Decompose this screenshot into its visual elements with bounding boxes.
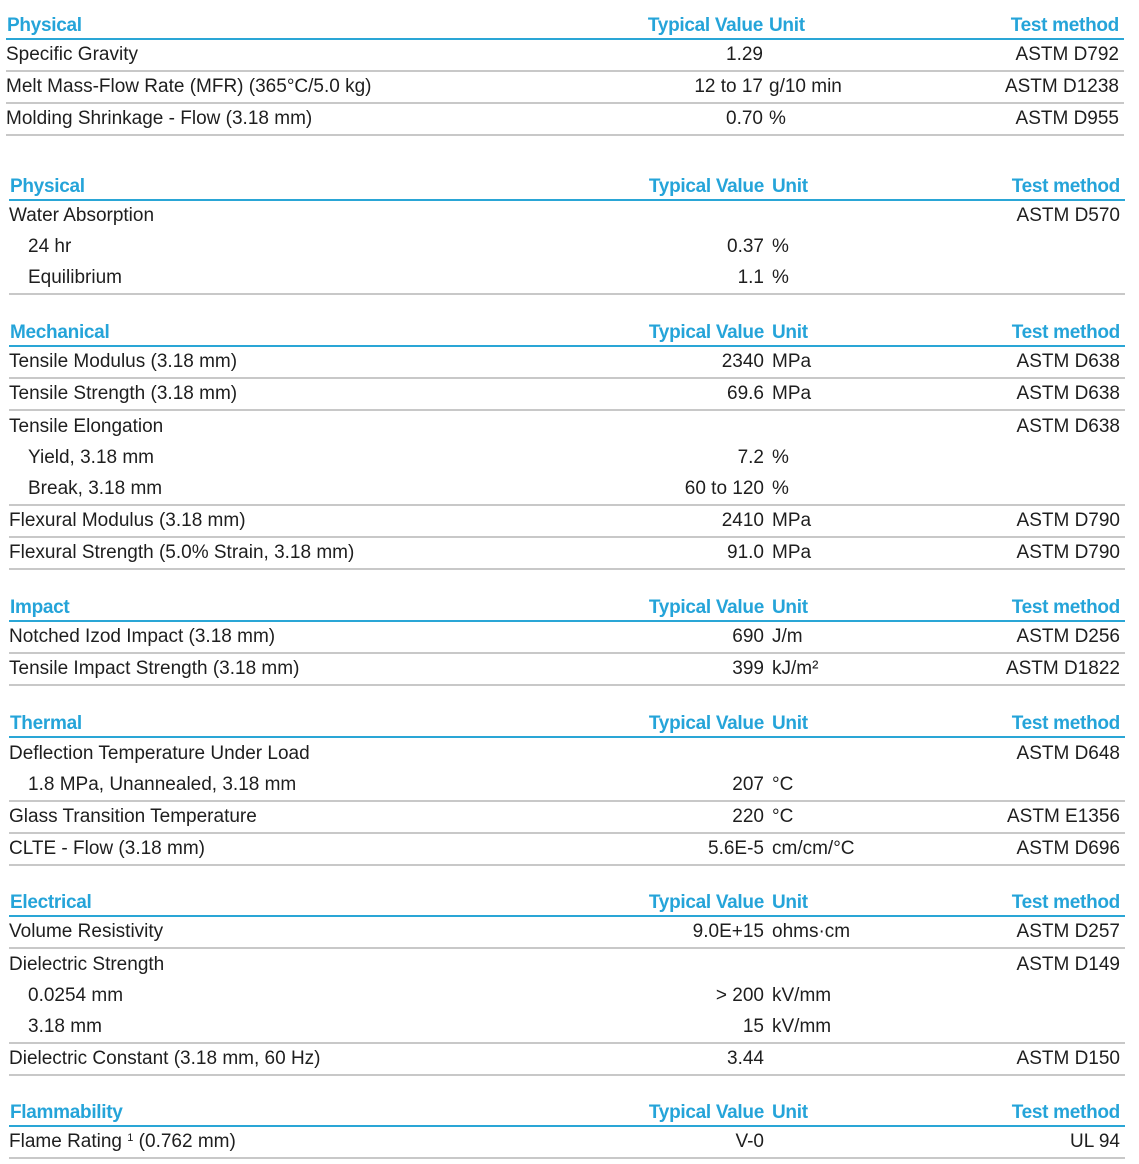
property-name: Equilibrium [28, 267, 122, 288]
test-method: ASTM D570 [1016, 205, 1120, 226]
unit: kJ/m² [772, 658, 819, 679]
table-row [9, 980, 1125, 1011]
typical-value: 9.0E+15 [692, 921, 764, 942]
section-header [9, 889, 1125, 917]
section-title: Physical [10, 176, 85, 197]
test-method: ASTM D648 [1016, 743, 1120, 764]
typical-value: 91.0 [727, 542, 764, 563]
property-name [9, 1131, 236, 1153]
unit: ohms·cm [772, 921, 851, 942]
typical-value: 15 [742, 1016, 764, 1037]
unit: MPa [772, 510, 812, 531]
table-row [9, 379, 1125, 411]
physical-water-table [9, 173, 1125, 295]
property-name: Glass Transition Temperature [9, 806, 257, 827]
unit: % [772, 478, 789, 499]
table-row [9, 802, 1125, 834]
unit: % [772, 267, 789, 288]
typical-value: 5.6E-5 [708, 838, 764, 859]
section-title: Electrical [10, 892, 92, 913]
test-method: ASTM D790 [1016, 510, 1120, 531]
test-method: ASTM D638 [1016, 351, 1120, 372]
typical-value: 7.2 [737, 447, 764, 468]
test-method: ASTM D955 [1015, 108, 1119, 129]
typical-value-header: Typical Value [648, 322, 764, 343]
table-row [6, 104, 1124, 136]
unit: % [772, 236, 789, 257]
typical-value: 220 [732, 806, 764, 827]
property-name: Tensile Impact Strength (3.18 mm) [9, 658, 300, 679]
test-method-header: Test method [1011, 713, 1120, 734]
table-row [9, 201, 1125, 231]
test-method: ASTM D638 [1016, 383, 1120, 404]
typical-value-header: Typical Value [648, 176, 764, 197]
test-method-header: Test method [1011, 322, 1120, 343]
test-method: ASTM D792 [1015, 44, 1119, 65]
typical-value: 1.1 [737, 267, 764, 288]
typical-value: > 200 [715, 985, 764, 1006]
property-name: Specific Gravity [6, 44, 138, 65]
table-row [9, 738, 1125, 769]
test-method: ASTM D1238 [1004, 76, 1119, 97]
typical-value: 399 [732, 658, 764, 679]
property-name: Dielectric Constant (3.18 mm, 60 Hz) [9, 1048, 321, 1069]
section-title: Flammability [10, 1102, 123, 1123]
property-name: Dielectric Strength [9, 954, 165, 975]
typical-value-header: Typical Value [648, 1102, 764, 1123]
test-method: ASTM D257 [1016, 921, 1120, 942]
property-name: Notched Izod Impact (3.18 mm) [9, 626, 276, 647]
table-row [6, 72, 1124, 104]
typical-value: 2410 [721, 510, 764, 531]
unit: MPa [772, 542, 812, 563]
test-method: ASTM D256 [1016, 626, 1120, 647]
table-row [9, 949, 1125, 980]
property-name: CLTE - Flow (3.18 mm) [9, 838, 206, 859]
unit-header: Unit [772, 176, 808, 197]
property-name: Tensile Strength (3.18 mm) [9, 383, 238, 404]
property-name: Yield, 3.18 mm [28, 447, 155, 468]
section-header [9, 594, 1125, 622]
test-method: ASTM D790 [1016, 542, 1120, 563]
unit-header: Unit [772, 713, 808, 734]
unit: g/10 min [769, 76, 842, 97]
property-name: Tensile Modulus (3.18 mm) [9, 351, 238, 372]
table-row [9, 1044, 1125, 1076]
property-name: Volume Resistivity [9, 921, 164, 942]
table-row [9, 506, 1125, 538]
property-name: 24 hr [28, 236, 72, 257]
table-row [9, 538, 1125, 570]
property-name: Flexural Strength (5.0% Strain, 3.18 mm) [9, 542, 355, 563]
test-method: ASTM D696 [1016, 838, 1120, 859]
section-header [9, 1099, 1125, 1127]
test-method: ASTM D150 [1016, 1048, 1120, 1069]
test-method: ASTM D638 [1016, 416, 1120, 437]
unit-header: Unit [772, 1102, 808, 1123]
table-row [9, 1011, 1125, 1044]
unit: J/m [772, 626, 803, 647]
section-title: Thermal [10, 713, 82, 734]
typical-value: 2340 [721, 351, 764, 372]
thermal-table [9, 710, 1125, 866]
typical-value: 0.37 [727, 236, 764, 257]
impact-table [9, 594, 1125, 686]
unit: MPa [772, 383, 812, 404]
typical-value: V-0 [735, 1131, 764, 1152]
table-row [9, 231, 1125, 262]
table-row [9, 834, 1125, 866]
section-title: Impact [10, 597, 70, 618]
property-name: Flexural Modulus (3.18 mm) [9, 510, 246, 531]
table-row [9, 622, 1125, 654]
table-row [9, 654, 1125, 686]
table-row [9, 473, 1125, 506]
test-method-header: Test method [1011, 597, 1120, 618]
table-row [9, 442, 1125, 473]
unit: kV/mm [772, 985, 832, 1006]
property-name: Tensile Elongation [9, 416, 164, 437]
unit: % [769, 108, 786, 129]
property-name-suffix: (0.762 mm) [133, 1131, 236, 1152]
typical-value-header: Typical Value [648, 713, 764, 734]
property-name: Deflection Temperature Under Load [9, 743, 310, 764]
property-name: 0.0254 mm [28, 985, 124, 1006]
unit-header: Unit [772, 322, 808, 343]
typical-value: 69.6 [727, 383, 764, 404]
section-title: Physical [7, 15, 82, 36]
unit: MPa [772, 351, 812, 372]
property-name: 1.8 MPa, Unannealed, 3.18 mm [28, 774, 297, 795]
section-header [9, 319, 1125, 347]
typical-value-header: Typical Value [648, 597, 764, 618]
typical-value-header: Typical Value [647, 15, 763, 36]
unit: °C [772, 774, 794, 795]
flammability-table [9, 1099, 1125, 1159]
property-name: 3.18 mm [28, 1016, 102, 1037]
table-row [9, 411, 1125, 442]
section-title: Mechanical [10, 322, 110, 343]
test-method: ASTM D149 [1016, 954, 1120, 975]
unit: cm/cm/°C [772, 838, 855, 859]
property-name: Water Absorption [9, 205, 155, 226]
electrical-table [9, 889, 1125, 1076]
typical-value: 12 to 17 [694, 76, 763, 97]
property-name-text: Flame Rating [9, 1131, 122, 1152]
test-method-header: Test method [1011, 1102, 1120, 1123]
typical-value: 1.29 [726, 44, 763, 65]
section-header [9, 173, 1125, 201]
unit: °C [772, 806, 794, 827]
typical-value: 60 to 120 [684, 478, 764, 499]
test-method: UL 94 [1070, 1131, 1120, 1152]
property-name: Melt Mass-Flow Rate (MFR) (365°C/5.0 kg) [6, 76, 372, 97]
test-method-header: Test method [1011, 176, 1120, 197]
table-row [9, 347, 1125, 379]
typical-value: 0.70 [726, 108, 763, 129]
unit: % [772, 447, 789, 468]
unit-header: Unit [772, 597, 808, 618]
unit-header: Unit [769, 15, 805, 36]
typical-value: 3.44 [727, 1048, 764, 1069]
table-row [9, 1127, 1125, 1159]
property-name: Molding Shrinkage - Flow (3.18 mm) [6, 108, 313, 129]
physical-table [6, 12, 1124, 136]
table-row [6, 40, 1124, 72]
table-row [9, 769, 1125, 802]
footnote-marker: 1 [127, 1132, 134, 1144]
typical-value-header: Typical Value [648, 892, 764, 913]
test-method-header: Test method [1011, 892, 1120, 913]
property-name: Break, 3.18 mm [28, 478, 163, 499]
section-header [9, 710, 1125, 738]
test-method-header: Test method [1010, 15, 1119, 36]
mechanical-table [9, 319, 1125, 570]
typical-value: 690 [732, 626, 764, 647]
unit-header: Unit [772, 892, 808, 913]
table-row [9, 262, 1125, 295]
table-row [9, 917, 1125, 949]
test-method: ASTM D1822 [1005, 658, 1120, 679]
test-method: ASTM E1356 [1007, 806, 1120, 827]
section-header [6, 12, 1124, 40]
unit: kV/mm [772, 1016, 832, 1037]
typical-value: 207 [732, 774, 764, 795]
